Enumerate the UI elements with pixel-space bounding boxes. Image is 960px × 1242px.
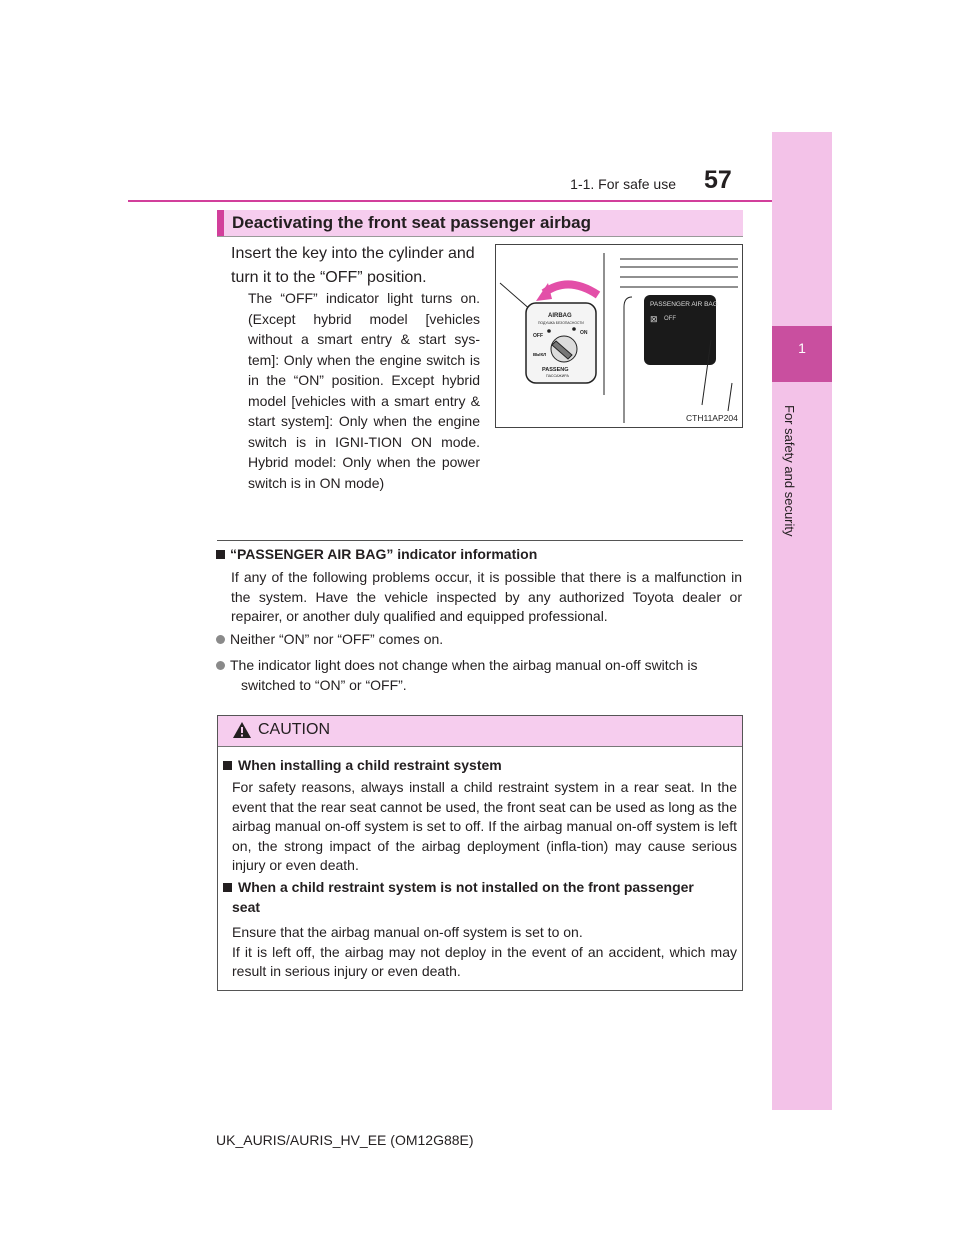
warning-triangle-icon: [232, 721, 252, 739]
list-item-text: Neither “ON” nor “OFF” comes on.: [230, 631, 444, 647]
caution-item-body-line: If it is left off, the airbag may not deploy in the event of an accident, which may result in serious injury or even death.: [232, 943, 737, 979]
caution-item-body: For safety reasons, always install a child restraint system in a rear seat. In the event that the rear seat cannot be used, the front seat can be used as long as the airbag manual on-off system is set to off. If the airbag manual on-off system is left on, the strong impact of the airbag deployment (infla-tion) may cause serious injury or even death.: [232, 779, 737, 873]
side-tab: [772, 132, 832, 1110]
list-item: [216, 630, 743, 650]
section-heading-bar: [217, 210, 224, 236]
square-bullet-icon: [223, 883, 232, 892]
info-title: [216, 546, 537, 562]
caution-item-body-line: Ensure that the airbag manual on-off system is set to on.: [232, 924, 583, 940]
list-item-text: The indicator light does not change when the airbag manual on-off switch is: [230, 657, 698, 673]
airbag-switch-illustration: [496, 245, 742, 427]
step-note: The “OFF” indicator light turns on. (Except hybrid model [vehicles without a smart entry & start sys-tem]: Only when the engine switch is in the “ON” position. Except hybrid model [vehicles with a smart entry & start system]: Only when the engine switch is in IGNI-TION ON mode. Hybrid model: Only when the power switch is in ON mode): [248, 290, 480, 491]
switch-label-on: ON: [580, 330, 588, 336]
svg-text:⊠: ⊠: [650, 314, 658, 324]
caution-item-title-continued: seat: [232, 899, 261, 915]
caution-item-title-text: When a child restraint system is not installed on the front passenger: [238, 879, 694, 895]
side-tab-chapter-title-wrap: [783, 405, 799, 535]
switch-label-bottom: PASSENG: [542, 367, 569, 373]
list-item: [216, 656, 743, 695]
caution-item-title: [223, 878, 737, 898]
info-title-text: “PASSENGER AIR BAG” indicator information: [230, 546, 538, 562]
airbag-switch-figure: [495, 244, 743, 428]
switch-label-sub-top: ПОДУШКА БЕЗОПАСНОСТИ: [538, 321, 584, 325]
caution-item-body: [232, 923, 737, 982]
list-item-text-continued: switched to “ON” or “OFF”.: [241, 676, 407, 693]
header-rule: [128, 200, 830, 202]
info-body: If any of the following problems occur, it is possible that there is a malfunction in the system. Have the vehicle inspected by any authorized Toyota dealer or repairer, or another duly qualified and equipped professional.: [231, 569, 742, 624]
indicator-title: PASSENGER AIR BAG: [650, 301, 718, 308]
caution-item-title-text: When installing a child restraint system: [238, 757, 502, 773]
caution-label: CAUTION: [258, 721, 330, 738]
caution-item-title: [223, 756, 502, 776]
switch-label-off: OFF: [533, 333, 543, 339]
switch-label-off-ru: ВЫКЛ: [533, 352, 547, 357]
round-bullet-icon: [216, 635, 225, 644]
switch-label-top: AIRBAG: [548, 313, 572, 319]
header-section-title: 1-1. For safe use: [570, 176, 676, 192]
indicator-state: OFF: [664, 316, 676, 322]
section-heading-title: Deactivating the front seat passenger airbag: [232, 213, 591, 232]
square-bullet-icon: [223, 761, 232, 770]
section-divider: [217, 540, 743, 541]
side-tab-chapter-title: For safety and security: [782, 405, 797, 537]
step-instruction: Insert the key into the cylinder and turn it to the “OFF” position.: [231, 245, 475, 286]
caution-header: [218, 716, 742, 747]
footer-doc-id: UK_AURIS/AURIS_HV_EE (OM12G88E): [216, 1132, 474, 1148]
caution-box: [217, 715, 743, 991]
figure-code: CTH11AP204: [686, 413, 738, 423]
section-heading-underline: [217, 236, 743, 237]
side-tab-chapter-number: 1: [798, 340, 806, 356]
square-bullet-icon: [216, 550, 225, 559]
round-bullet-icon: [216, 661, 225, 670]
section-heading: [217, 210, 743, 236]
page-number: 57: [704, 166, 732, 194]
switch-label-sub-bottom: ПАССАЖИРА: [546, 374, 569, 378]
